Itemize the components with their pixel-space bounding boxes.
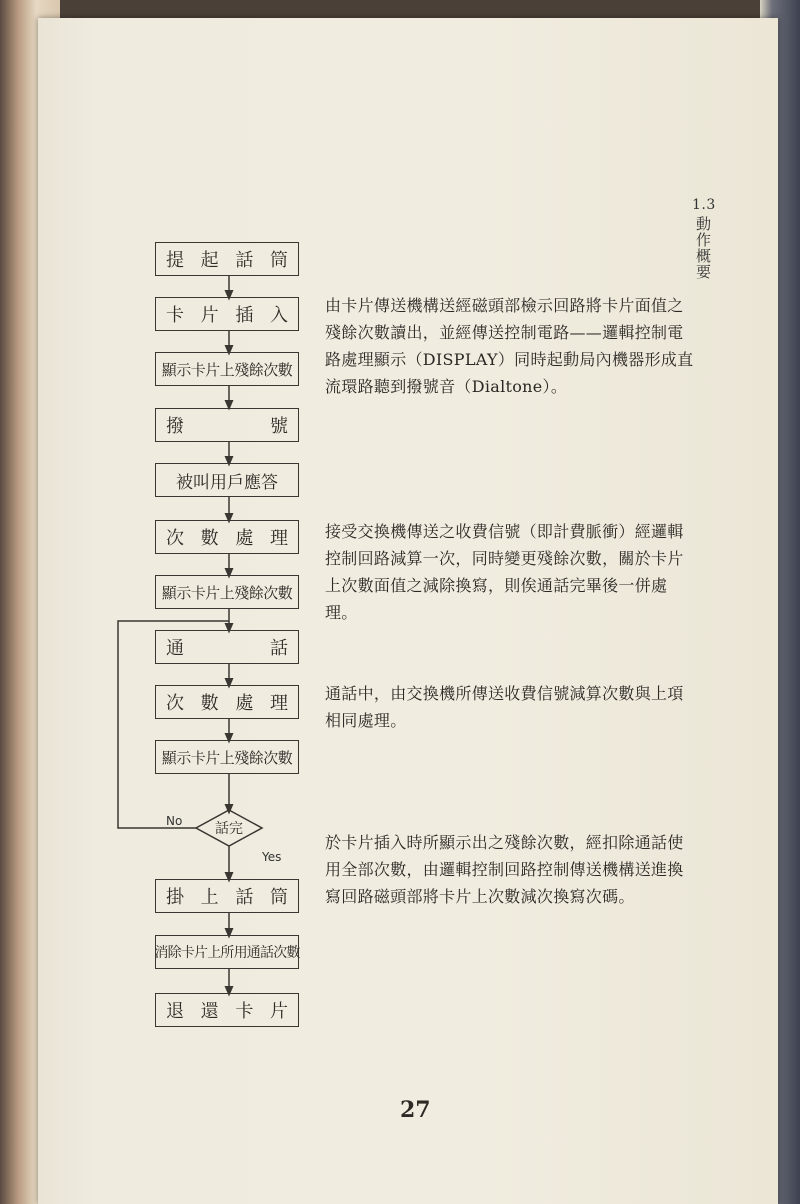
yes-label: Yes [262, 850, 282, 864]
flow-step-return-card: 退 還 卡 片 [155, 993, 299, 1027]
flow-step-hang-up: 掛 上 話 筒 [155, 879, 299, 913]
decision-label: 話完 [215, 821, 243, 837]
section-number: 1.3 [692, 197, 716, 213]
paragraph-during-call: 通話中，由交換機所傳送收費信號減算次數與上項相同處理。 [325, 684, 684, 730]
paragraph-charge-signal: 接受交換機傳送之收費信號（即計費脈衝）經邏輯控制回路減算一次，同時變更殘餘次數，關於卡片上次數面值之減除換寫，則俟通話完畢後一併處理。 [325, 522, 684, 622]
page-number: 27 [400, 1097, 431, 1123]
flow-step-count-processing-2: 次 數 處 理 [155, 685, 299, 719]
flow-step-display-remaining-3: 顯示卡片上殘餘次數 [155, 740, 299, 774]
flow-step-pickup: 提 起 話 筒 [155, 242, 299, 276]
flow-step-display-remaining: 顯示卡片上殘餘次數 [155, 352, 299, 386]
flow-step-count-processing: 次 數 處 理 [155, 520, 299, 554]
flow-step-card-insert: 卡 片 插 入 [155, 297, 299, 331]
flow-step-dial: 撥 號 [155, 408, 299, 442]
paragraph-card-read: 由卡片傳送機構送經磁頭部檢示回路將卡片面值之殘餘次數讀出，並經傳送控制電路——邏輯控制電路處理顯示（DISPLAY）同時起動局內機器形成直流環路聽到撥號音（Dialtone）。 [325, 296, 694, 396]
flow-step-display-remaining-2: 顯示卡片上殘餘次數 [155, 575, 299, 609]
flow-step-erase-used-count: 消除卡片上所用通話次數 [155, 935, 299, 969]
section-title: 動作概要 [694, 216, 712, 280]
flow-step-callee-answers: 被叫用戶應答 [155, 463, 299, 497]
paragraph-rewrite: 於卡片插入時所顯示出之殘餘次數，經扣除通話使用全部次數，由邏輯控制回路控制傳送機構送進換寫回路磁頭部將卡片上次數減次換寫次碼。 [325, 833, 684, 906]
flow-step-talk: 通 話 [155, 630, 299, 664]
no-label: No [166, 814, 183, 828]
